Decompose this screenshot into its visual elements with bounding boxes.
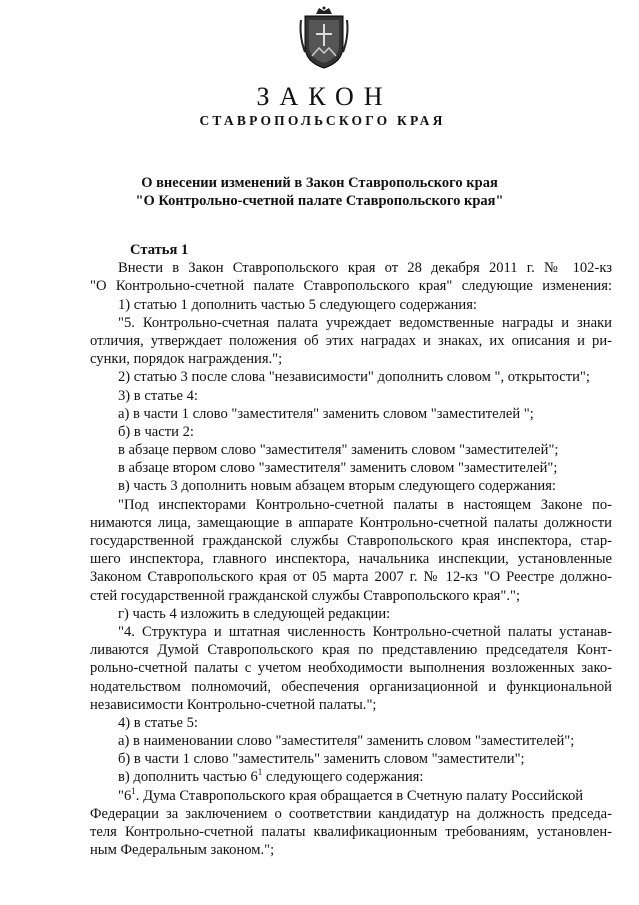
text-line: "4. Структура и штатная численность Контрольно-счетной палаты устанав- [118, 623, 612, 640]
text-line [90, 768, 612, 786]
text-fragment: . Дума Ставропольского края обращается в Счетную палату Российской [135, 787, 584, 804]
article-title: Статья 1 [130, 242, 189, 258]
text-fragment: следующего содержания: [262, 769, 424, 786]
text-line: 2) статью 3 после слова "независимости" дополнить словом ", открытости"; [118, 369, 590, 386]
document-heading [0, 174, 639, 210]
text-line: 3) в статье 4: [118, 387, 198, 404]
superscript: 1 [131, 785, 136, 796]
text-line: шего инспектора, главного инспектора, начальника инспекции, установленные [90, 551, 612, 568]
heading-line-2: "О Контрольно-счетной палате Ставропольского края" [135, 193, 504, 209]
text-line: "5. Контрольно-счетная палата учреждает ведомственные награды и знаки [118, 314, 612, 331]
document-body [90, 241, 612, 859]
text-line: теля Контрольно-счетной палаты квалификационным требованиям, установлен- [90, 824, 612, 840]
text-line: ным Федеральным законом."; [90, 842, 275, 859]
text-line: Федерации за заключением о соответствии кандидатур на должность председа- [90, 805, 612, 822]
coat-of-arms-emblem [297, 6, 351, 70]
text-line: а) в наименовании слово "заместителя" заменить словом "заместителей"; [118, 733, 575, 750]
text-line: стей государственной гражданской службы Ставропольского края"."; [90, 587, 521, 604]
law-subtitle: СТАВРОПОЛЬСКОГО КРАЯ [199, 113, 446, 128]
text-line: б) в части 2: [118, 423, 194, 440]
text-line: нодательством полномочий, обеспечения организационной и функциональной [90, 678, 612, 695]
text-line: "Под инспекторами Контрольно-счетной палаты в настоящем Законе по- [118, 496, 612, 513]
text-line [90, 787, 612, 805]
text-line: Законом Ставропольского края от 05 марта 2007 г. № 12-кз "О Реестре должно- [90, 569, 612, 586]
text-line: сунки, порядок награждения."; [90, 351, 283, 368]
text-line: в абзаце втором слово "заместителя" заменить словом "заместителей"; [118, 460, 558, 477]
text-line: г) часть 4 изложить в следующей редакции: [118, 605, 391, 622]
text-line: рольно-счетной палаты с учетом необходимости выполнения возложенных зако- [90, 660, 612, 677]
text-line: нимаются лица, замещающие в аппарате Контрольно-счетной палаты должности [90, 514, 612, 531]
text-fragment: "6 [118, 787, 132, 804]
text-line: б) в части 1 слово "заместитель" заменить словом "заместители"; [118, 751, 525, 768]
text-line: а) в части 1 слово "заместителя" заменить словом "заместителей "; [118, 405, 534, 422]
text-line: в абзаце первом слово "заместителя" заменить словом "заместителей"; [118, 442, 559, 459]
heading-line-1: О внесении изменений в Закон Ставропольского края [141, 175, 498, 191]
text-line: ливаются Думой Ставропольского края по представлению председателя Конт- [90, 642, 612, 659]
superscript: 1 [257, 767, 263, 778]
text-line: отличия, утверждает положения об этих наградах и знаках, их описания и ри- [90, 332, 612, 349]
text-fragment: в) дополнить частью 6 [118, 769, 258, 786]
text-line: в) часть 3 дополнить новым абзацем вторым следующего содержания: [118, 478, 556, 495]
text-line: Внести в Закон Ставропольского края от 28 декабря 2011 г. № 102-кз [118, 260, 612, 277]
text-line: независимости Контрольно-счетной палаты."; [90, 696, 377, 713]
text-line: 1) статью 1 дополнить частью 5 следующего содержания: [118, 296, 477, 313]
text-line: государственной гражданской службы Ставропольского края инспектора, стар- [90, 533, 612, 549]
text-line: "О Контрольно-счетной палате Ставропольского края" следующие изменения: [90, 278, 612, 295]
law-title: ЗАКОН [256, 82, 393, 111]
text-line: 4) в статье 5: [118, 714, 198, 731]
